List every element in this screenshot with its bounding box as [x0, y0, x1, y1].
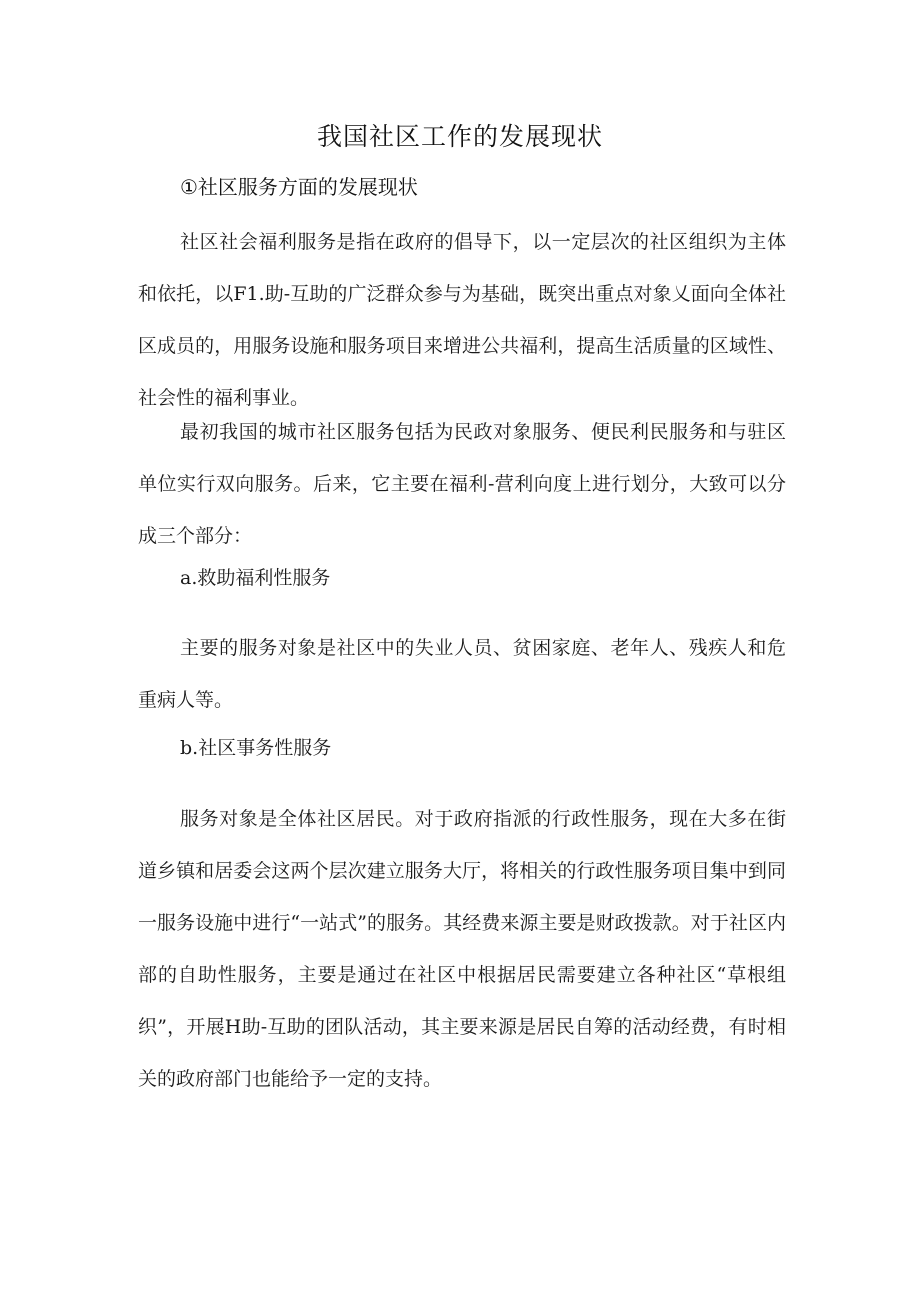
paragraph-community-welfare: 社区社会福利服务是指在政府的倡导下，以一定层次的社区组织为主体和依托，以F1.助-互助的广泛群众参与为基础，既突出重点对象乂面向全体社区成员的，用服务设施和服务项目来增进公共福利，提高生活质量的区域性、社会性的福利事业。 [138, 231, 786, 409]
subheading-community-affairs: b.社区事务性服务 [180, 737, 332, 759]
document-title: 我国社区工作的发展现状 [316, 122, 603, 151]
section-heading: ①社区服务方面的发展现状 [180, 175, 418, 199]
paragraph-relief-targets: 主要的服务对象是社区中的失业人员、贫困家庭、老年人、残疾人和危重病人等。 [138, 637, 786, 711]
paragraph-community-affairs: 服务对象是全体社区居民。对于政府指派的行政性服务，现在大多在街道乡镇和居委会这两个层次建立服务大厅，将相关的行政性服务项目集中到同一服务设施中进行“一站式”的服务。其经费来源主要是财政拨款。对于社区内部的自助性服务，主要是通过在社区中根据居民需要建立各种社区“草根组织”，开展H助-互助的团队活动，其主要来源是居民自筹的活动经费，有时相关的政府部门也能给予一定的支持。 [138, 808, 786, 1090]
subheading-relief-welfare: a.救助福利性服务 [180, 567, 331, 589]
paragraph-initial-services: 最初我国的城市社区服务包括为民政对象服务、便民利民服务和与驻区单位实行双向服务。后来，它主要在福利-营利向度上进行划分，大致可以分成三个部分： [138, 421, 786, 547]
